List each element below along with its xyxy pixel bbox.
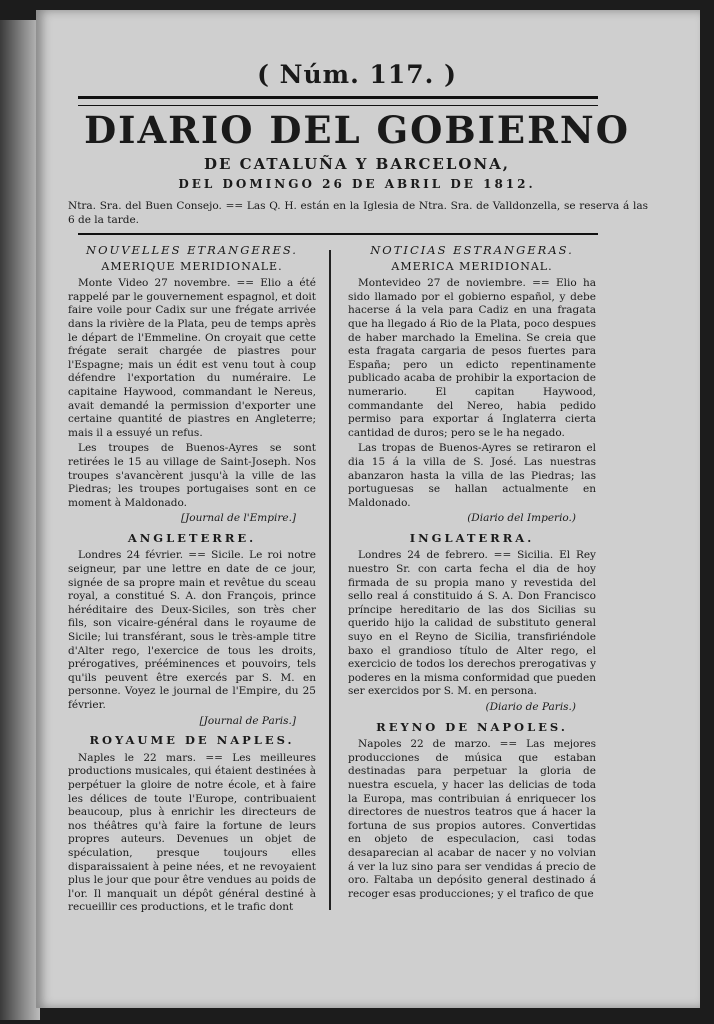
right-section-2: INGLATERRA. <box>409 530 535 545</box>
left-subheader: AMERIQUE MERIDIONALE. <box>101 259 283 273</box>
column-divider <box>329 250 331 910</box>
left-column <box>68 244 316 917</box>
right-source-2: (Diario de Paris.) <box>485 701 576 713</box>
left-section-2: ANGLETERRE. <box>127 530 257 545</box>
right-section-3: REYNO DE NAPOLES. <box>376 719 568 734</box>
right-article-2: Las tropas de Buenos-Ayres se retiraron el dia 15 á la villa de S. José. Las nuestras abanzaron hasta la villa de las Piedras; las portuguesas se hallan actualmente en Maldonado. <box>348 442 596 509</box>
newspaper-subtitle: DE CATALUÑA Y BARCELONA, <box>203 155 511 173</box>
right-article-3: Londres 24 de febrero. == Sicilia. El Rey nuestro Sr. con carta fecha el dia de hoy firmada de su propia mano y revestida del sello real á constituido á S. A. Don Francisco príncipe hereditario de las dos Sicilias su querido hijo la calidad de substituto general suyo en el Reyno de Sicilia, transfiriéndole baxo el grandioso título de Alter rego, el exercicio de todos los derechos prerogativas y poderes en la misma conformidad que pueden ser exercidos por S. M. en persona. <box>348 549 596 698</box>
right-article-1: Montevideo 27 de noviembre. == Elio ha sido llamado por el gobierno español, y debe hacerse á la vela para Cadiz en una fragata que ha llegado á Rio de la Plata, poco despues de haber marchado la Emelina. Se creia que esta fragata cargaria de pesos fuertes para España; pero un edicto repentinamente publicado acaba de prohibir la exportacion de numerario. El capitan Haywood, commandante del Nereo, habia pedido permiso para exportar á Inglaterra cierta cantidad de duros; pero se le ha negado. <box>348 277 596 439</box>
newspaper-title: DIARIO DEL GOBIERNO <box>84 108 630 152</box>
left-source-1: [Journal de l'Empire.] <box>180 512 296 525</box>
left-article-4: Naples le 22 mars. == Les meilleures productions musicales, qui étaient destinées à perpétuer la gloire de notre école, et à faire les délices de toute l'Europe, contribuaient beaucoup, plus à enrichir les directeurs de nos théâtres qu'à faire la fortune de leurs propres auteurs. Devenues un objet de spéculation, presque toujours elles disparaissaient à peine nées, et ne revoyaient plus le jour que pour être vendues au poids de l'or. Il manquait un dépôt général destiné à recueillir ces productions, et le trafic dont <box>68 751 316 914</box>
issue-date: DEL DOMINGO 26 DE ABRIL DE 1812. <box>178 177 536 191</box>
right-column <box>348 244 596 903</box>
left-article-2: Les troupes de Buenos-Ayres se sont retirées le 15 au village de Saint-Joseph. Nos troupes s'avancèrent jusqu'à la ville de las Piedras; les troupes portugaises sont en ce moment à Maldonado. <box>68 442 316 509</box>
right-article-4: Napoles 22 de marzo. == Las mejores producciones de música que estaban destinadas para perpetuar la gloria de nuestra escuela, y hacer las delicias de toda la Europa, mas contribuian á enriquecer los directores de nuestros teatros que á hacer la fortuna de sus propios autores. Convertidas en objeto de especulacion, casi todas desaparecian al acabar de nacer y no volvian á ver la luz sino para ser vendidas á precio de oro. Faltaba un depósito general destinado á recoger esas producciones; y el trafico de que <box>348 738 596 900</box>
left-article-1: Monte Video 27 novembre. == Elio a été rappelé par le gouvernement espagnol, et doit faire voile pour Cadix sur une frégate arrivée dans la rivière de la Plata, peu de temps après le départ de l'Emmeline. On croyait que cette frégate serait chargée de piastres pour l'Espagne; mais un édit est venu tout à coup défendre l'exportation du numéraire. Le capitaine Haywood, commandant le Nereus, avait demandé la permission d'exporter une certaine quantité de piastres en Angleterre; mais il a essuyé un refus. <box>68 277 316 439</box>
right-section-header: NOTICIAS ESTRANGERAS. <box>370 243 574 257</box>
right-source-1: (Diario del Imperio.) <box>467 512 576 525</box>
right-subheader: AMERICA MERIDIONAL. <box>391 259 553 273</box>
book-spine <box>0 20 40 1020</box>
religious-notice: Ntra. Sra. del Buen Consejo. == Las Q. H. están en la Iglesia de Ntra. Sra. de Valldonzella, se reserva á las 6 de la tarde. <box>68 200 648 226</box>
left-section-header: NOUVELLES ETRANGERES. <box>86 243 298 257</box>
top-rule <box>78 96 598 106</box>
left-article-3: Londres 24 février. == Sicile. Le roi notre seigneur, par une lettre en date de ce jour, signée de sa propre main et revêtue du sceau royal, a constitué S. A. don François, prince héréditaire des Deux-Siciles, son très cher fils, son vicaire-général dans le royaume de Sicile; lui transférant, sous le très-ample titre d'Alter rego, l'exercice de tous les droits, prérogatives, prééminences et pouvoirs, tels qu'ils peuvent être exercés par S. M. en personne. Voyez le journal de l'Empire, du 25 février. <box>68 549 316 711</box>
issue-number: ( Núm. 117. ) <box>257 60 457 89</box>
left-section-3: ROYAUME DE NAPLES. <box>89 733 295 748</box>
header-rule <box>78 233 598 235</box>
left-source-2: [Journal de Paris.] <box>199 714 296 727</box>
